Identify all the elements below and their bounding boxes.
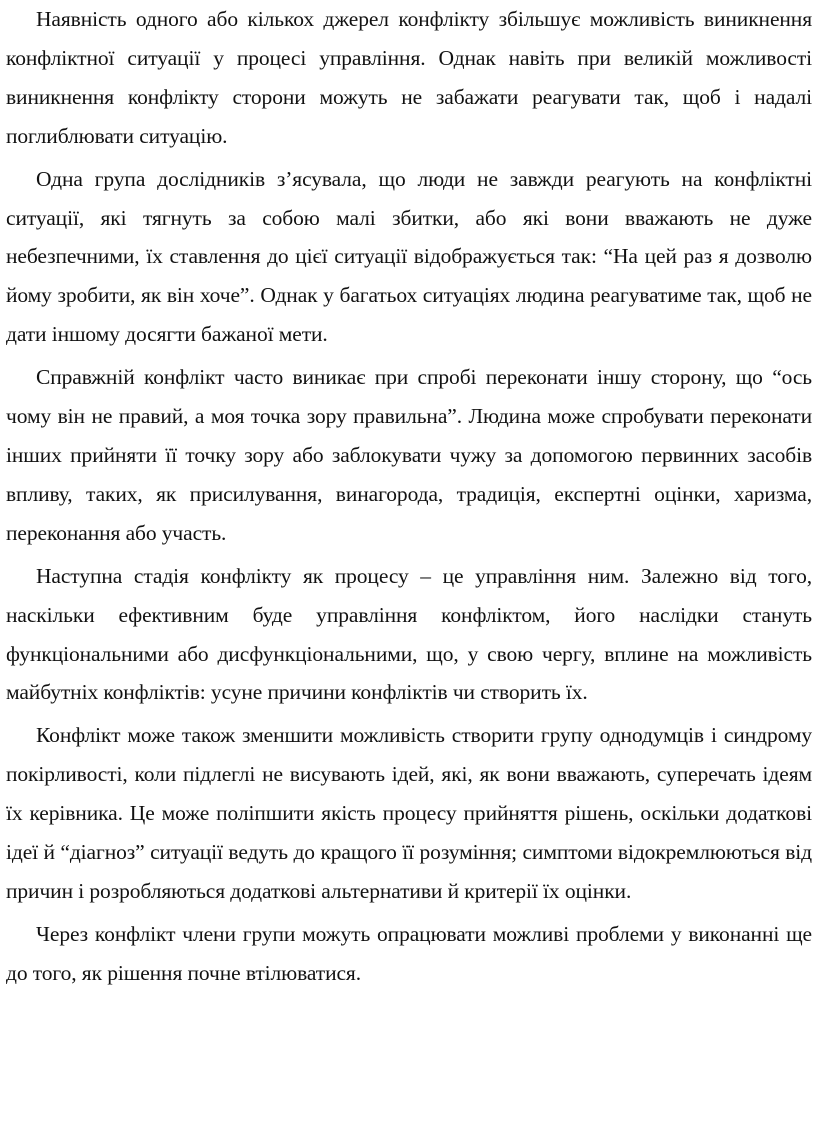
paragraph-1: Наявність одного або кількох джерел конфлікту збільшує можливість виникнення конфліктної ситуації у процесі управління. Однак навіть при великій можливості виникнення конфлікту сторони можуть не забажати реагувати так, щоб і надалі поглиблювати ситуацію. (6, 7, 812, 148)
paragraph-3: Справжній конфлікт часто виникає при спробі переконати іншу сторону, що “ось чому він не правий, а моя точка зору правильна”. Людина може спробувати переконати інших прийняти її точку зору або заблокувати чужу за допомогою первинних засобів впливу, таких, як присилування, винагорода, традиція, експертні оцінки, харизма, переконання або участь. (6, 365, 812, 545)
paragraph-5: Конфлікт може також зменшити можливість створити групу однодумців і синдрому покірливості, коли підлеглі не висувають ідей, які, як вони вважають, суперечать ідеям їх керівника. Це може поліпшити якість процесу прийняття рішень, оскільки додаткові ідеї й “діагноз” ситуації ведуть до кращого її розуміння; симптоми відокремлюються від причин і розробляються додаткові альтернативи й критерії їх оцінки. (6, 723, 812, 903)
paragraph-4: Наступна стадія конфлікту як процесу – це управління ним. Залежно від того, наскільки ефективним буде управління конфліктом, його наслідки стануть функціональними або дисфункціональними, що, у свою чергу, вплине на можливість майбутніх конфліктів: усуне причини конфліктів чи створить їх. (6, 563, 812, 705)
paragraph-2: Одна група дослідників з’ясувала, що люди не завжди реагують на конфліктні ситуації, які тягнуть за собою малі збитки, або які вони вважають не дуже небезпечними, їх ставлення до цієї ситуації відображується так: “На цей раз я дозволю йому зробити, як він хоче”. Однак у багатьох ситуаціях людина реагуватиме так, щоб не дати іншому досягти бажаної мети. (6, 166, 812, 347)
paragraph-6: Через конфлікт члени групи можуть опрацювати можливі проблеми у виконанні ще до того, як рішення почне втілюватися. (6, 921, 812, 985)
document-body (6, 0, 812, 997)
